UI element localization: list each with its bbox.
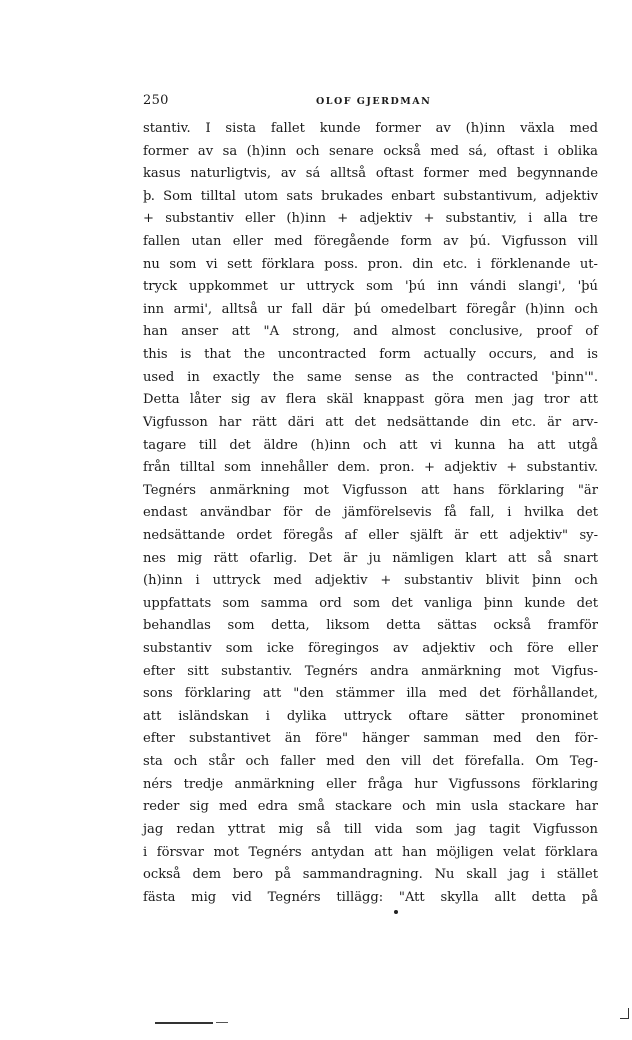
- text-line: (h)inn i uttryck med adjektiv + substantiv blivit þinn och: [143, 573, 598, 589]
- text-line: þ. Som tilltal utom sats brukades enbart substantivum, adjektiv: [143, 188, 598, 204]
- body-text: [143, 118, 598, 909]
- text-line: behandlas som detta, liksom detta sättas också framför: [143, 618, 598, 634]
- text-line: att isländskan i dylika uttryck oftare sätter pronominet: [143, 708, 598, 724]
- text-line: också dem bero på sammandragning. Nu skall jag i stället: [143, 867, 598, 883]
- text-line: endast användbar för de jämförelsevis få fall, i hvilka det: [143, 505, 598, 521]
- page-number: 250: [143, 93, 169, 108]
- text-line: tryck uppkommet ur uttryck som 'þú inn vándi slangi', 'þú: [143, 279, 598, 295]
- text-line: från tilltal som innehåller dem. pron. + adjektiv + substantiv.: [143, 460, 598, 476]
- text-line: sons förklaring att "den stämmer illa med det förhållandet,: [143, 686, 598, 702]
- text-line: this is that the uncontracted form actually occurs, and is: [143, 347, 598, 363]
- text-line: efter sitt substantiv. Tegnérs andra anmärkning mot Vigfus-: [143, 663, 598, 679]
- text-line: stantiv. I sista fallet kunde former av (h)inn växla med: [143, 121, 598, 136]
- footer-rule-dash: [216, 1022, 228, 1023]
- text-line: inn armi', alltså ur fall där þú omedelbart föregår (h)inn och: [143, 301, 598, 317]
- text-line: Detta låter sig av flera skäl knappast göra men jag tror att: [143, 392, 598, 408]
- text-line: nedsättande ordet föregås af eller själft är ett adjektiv" sy-: [143, 527, 598, 543]
- text-line: i försvar mot Tegnérs antydan att han möjligen velat förklara: [143, 844, 598, 860]
- text-line: han anser att "A strong, and almost conclusive, proof of: [143, 324, 598, 340]
- text-line: + substantiv eller (h)inn + adjektiv + substantiv, i alla tre: [143, 211, 598, 227]
- text-line: nu som vi sett förklara poss. pron. din etc. i förklenande ut-: [143, 256, 598, 272]
- text-line: fästa mig vid Tegnérs tillägg: "Att skylla allt detta på: [143, 889, 598, 905]
- footer-rule: [155, 1022, 213, 1024]
- corner-mark: [620, 1008, 629, 1019]
- text-line: Tegnérs anmärkning mot Vigfusson att hans förklaring "är: [143, 482, 598, 498]
- ink-dot: [394, 910, 398, 914]
- text-line: kasus naturligtvis, av sá alltså oftast former med begynnande: [143, 166, 598, 182]
- text-line: fallen utan eller med föregående form av þú. Vigfusson vill: [143, 234, 598, 250]
- text-line: reder sig med edra små stackare och min usla stackare har: [143, 799, 598, 815]
- text-line: tagare till det äldre (h)inn och att vi kunna ha att utgå: [143, 437, 598, 453]
- text-line: jag redan yttrat mig så till vida som jag tagit Vigfusson: [143, 821, 598, 837]
- running-head: OLOF GJERDMAN: [316, 96, 432, 107]
- text-line: used in exactly the same sense as the contracted 'þinn'".: [143, 369, 598, 385]
- text-line: Vigfusson har rätt däri att det nedsättande din etc. är arv-: [143, 414, 598, 430]
- text-line: nes mig rätt ofarlig. Det är ju nämligen klart att så snart: [143, 550, 598, 566]
- text-line: efter substantivet än före" hänger samman med den för-: [143, 731, 598, 747]
- text-line: nérs tredje anmärkning eller fråga hur Vigfussons förklaring: [143, 776, 598, 792]
- text-line: uppfattats som samma ord som det vanliga þinn kunde det: [143, 595, 598, 611]
- text-line: substantiv som icke föregingos av adjektiv och före eller: [143, 641, 598, 657]
- text-line: former av sa (h)inn och senare också med sá, oftast i oblika: [143, 143, 598, 159]
- text-line: sta och står och faller med den vill det förefalla. Om Teg-: [143, 754, 598, 770]
